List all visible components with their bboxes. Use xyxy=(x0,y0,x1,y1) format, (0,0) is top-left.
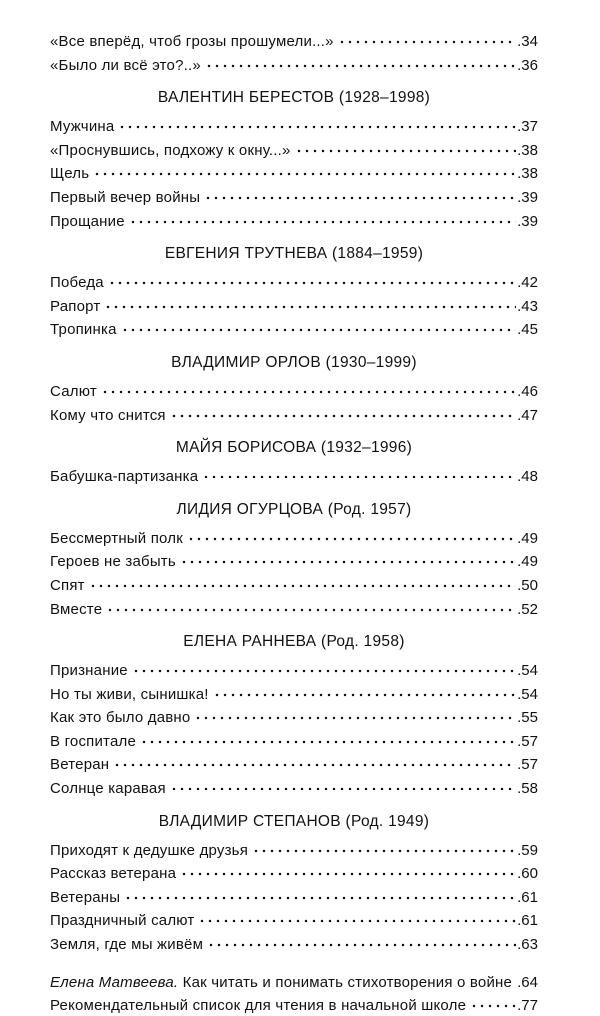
dot-leader xyxy=(124,884,516,902)
entry-title: Рапорт xyxy=(50,298,104,317)
entry-page: .63 xyxy=(516,936,538,955)
dot-leader xyxy=(170,775,516,793)
toc-entry xyxy=(50,596,538,620)
toc-entry xyxy=(50,884,538,908)
entry-page: .54 xyxy=(516,662,538,681)
entry-page: .64 xyxy=(516,974,538,993)
dot-leader xyxy=(198,907,516,925)
author-heading: МАЙЯ БОРИСОВА (1932–1996) xyxy=(50,438,538,458)
entry-title: Вместе xyxy=(50,601,106,620)
toc-intro xyxy=(50,28,538,75)
entry-page: .55 xyxy=(516,709,538,728)
toc-entry xyxy=(50,704,538,728)
dot-leader xyxy=(180,548,516,566)
dot-leader xyxy=(140,728,516,746)
author-section-orlov xyxy=(50,353,538,425)
dot-leader xyxy=(207,931,516,949)
dot-leader xyxy=(118,113,516,131)
entry-title: Мужчина xyxy=(50,118,118,137)
author-section-borisova xyxy=(50,438,538,487)
toc-entry xyxy=(50,184,538,208)
entry-page: .52 xyxy=(516,601,538,620)
entry-page: .39 xyxy=(516,213,538,232)
entry-title: Бабушка-партизанка xyxy=(50,468,202,487)
toc-entry xyxy=(50,293,538,317)
dot-leader xyxy=(295,137,517,155)
entry-page: .45 xyxy=(516,321,538,340)
toc-entry xyxy=(50,269,538,293)
entry-title: «Проснувшись, подхожу к окну...» xyxy=(50,142,295,161)
entry-title: Приходят к дедушке друзья xyxy=(50,842,252,861)
toc-entry xyxy=(50,137,538,161)
entry-title: Щель xyxy=(50,165,93,184)
entry-title: Рассказ ветерана xyxy=(50,865,180,884)
toc-entry xyxy=(50,681,538,705)
author-section-stepanov xyxy=(50,812,538,955)
author-heading: ЕЛЕНА РАННЕВА (Род. 1958) xyxy=(50,632,538,652)
entry-page: .38 xyxy=(516,142,538,161)
entry-page: .39 xyxy=(516,189,538,208)
entry-page: .61 xyxy=(516,912,538,931)
dot-leader xyxy=(93,160,516,178)
toc-entry xyxy=(50,907,538,931)
dot-leader xyxy=(204,184,516,202)
entry-page: .57 xyxy=(516,733,538,752)
entry-title: Праздничный салют xyxy=(50,912,198,931)
entry-title: Тропинка xyxy=(50,321,121,340)
toc-entry xyxy=(50,969,538,993)
dot-leader xyxy=(180,860,516,878)
dot-leader xyxy=(113,751,516,769)
toc-entry xyxy=(50,728,538,752)
entry-title: Но ты живи, сынишка! xyxy=(50,686,213,705)
entry-title xyxy=(50,974,516,993)
entry-page: .37 xyxy=(516,118,538,137)
toc-entry xyxy=(50,28,538,52)
entry-page: .49 xyxy=(516,553,538,572)
author-section-ogurtsova xyxy=(50,500,538,619)
entry-title-text: Как читать и понимать стихотворения о войне xyxy=(178,974,512,991)
entry-page: .38 xyxy=(516,165,538,184)
dot-leader xyxy=(202,463,516,481)
entry-page: .58 xyxy=(516,780,538,799)
dot-leader xyxy=(89,572,516,590)
toc-entry xyxy=(50,751,538,775)
toc-entry xyxy=(50,860,538,884)
entry-title: Прощание xyxy=(50,213,129,232)
toc-closing xyxy=(50,969,538,1016)
entry-page: .34 xyxy=(516,33,538,52)
toc-entry xyxy=(50,378,538,402)
entry-title: Признание xyxy=(50,662,132,681)
toc-entry xyxy=(50,657,538,681)
toc-entry xyxy=(50,160,538,184)
dot-leader xyxy=(470,992,516,1010)
dot-leader xyxy=(106,596,516,614)
toc-entry xyxy=(50,837,538,861)
toc-entry xyxy=(50,775,538,799)
toc-entry xyxy=(50,572,538,596)
entry-title: «Было ли всё это?..» xyxy=(50,57,205,76)
entry-title: Солнце каравая xyxy=(50,780,170,799)
entry-title: «Все вперёд, чтоб грозы прошумели...» xyxy=(50,33,338,52)
dot-leader xyxy=(101,378,516,396)
dot-leader xyxy=(252,837,516,855)
author-heading: ВЛАДИМИР ОРЛОВ (1930–1999) xyxy=(50,353,538,373)
toc-entry xyxy=(50,52,538,76)
author-heading: ЛИДИЯ ОГУРЦОВА (Род. 1957) xyxy=(50,500,538,520)
entry-title: Первый вечер войны xyxy=(50,189,204,208)
entry-title: В госпитале xyxy=(50,733,140,752)
entry-page: .77 xyxy=(516,997,538,1016)
entry-title: Победа xyxy=(50,274,108,293)
toc-entry xyxy=(50,992,538,1016)
dot-leader xyxy=(213,681,517,699)
author-heading: ЕВГЕНИЯ ТРУТНЕВА (1884–1959) xyxy=(50,244,538,264)
entry-page: .57 xyxy=(516,756,538,775)
entry-title: Кому что снится xyxy=(50,407,170,426)
entry-page: .36 xyxy=(516,57,538,76)
dot-leader xyxy=(170,402,516,420)
toc-entry xyxy=(50,548,538,572)
entry-page: .50 xyxy=(516,577,538,596)
toc-entry xyxy=(50,525,538,549)
dot-leader xyxy=(104,293,516,311)
toc-entry xyxy=(50,316,538,340)
author-heading: ВАЛЕНТИН БЕРЕСТОВ (1928–1998) xyxy=(50,88,538,108)
dot-leader xyxy=(187,525,516,543)
entry-title: Бессмертный полк xyxy=(50,530,187,549)
entry-title: Ветеран xyxy=(50,756,113,775)
entry-title: Салют xyxy=(50,383,101,402)
author-section-ranneva xyxy=(50,632,538,799)
entry-page: .54 xyxy=(516,686,538,705)
dot-leader xyxy=(108,269,516,287)
entry-title: Ветераны xyxy=(50,889,124,908)
entry-title: Рекомендательный список для чтения в начальной школе xyxy=(50,997,470,1016)
toc-entry xyxy=(50,931,538,955)
entry-page: .61 xyxy=(516,889,538,908)
dot-leader xyxy=(121,316,517,334)
entry-page: .46 xyxy=(516,383,538,402)
entry-page: .49 xyxy=(516,530,538,549)
entry-page: .47 xyxy=(516,407,538,426)
toc-entry xyxy=(50,402,538,426)
dot-leader xyxy=(205,52,516,70)
dot-leader xyxy=(194,704,516,722)
author-section-trutneva xyxy=(50,244,538,340)
entry-title: Спят xyxy=(50,577,89,596)
entry-page: .43 xyxy=(516,298,538,317)
entry-title: Земля, где мы живём xyxy=(50,936,207,955)
entry-page: .42 xyxy=(516,274,538,293)
entry-title: Как это было давно xyxy=(50,709,194,728)
author-heading: ВЛАДИМИР СТЕПАНОВ (Род. 1949) xyxy=(50,812,538,832)
entry-page: .59 xyxy=(516,842,538,861)
dot-leader xyxy=(132,657,516,675)
entry-title: Героев не забыть xyxy=(50,553,180,572)
dot-leader xyxy=(338,28,516,46)
entry-page: .60 xyxy=(516,865,538,884)
dot-leader xyxy=(129,208,516,226)
entry-author-name: Елена Матвеева. xyxy=(50,974,178,991)
toc-entry xyxy=(50,113,538,137)
toc-entry xyxy=(50,208,538,232)
author-section-berestov xyxy=(50,88,538,231)
entry-page: .48 xyxy=(516,468,538,487)
toc-entry xyxy=(50,463,538,487)
